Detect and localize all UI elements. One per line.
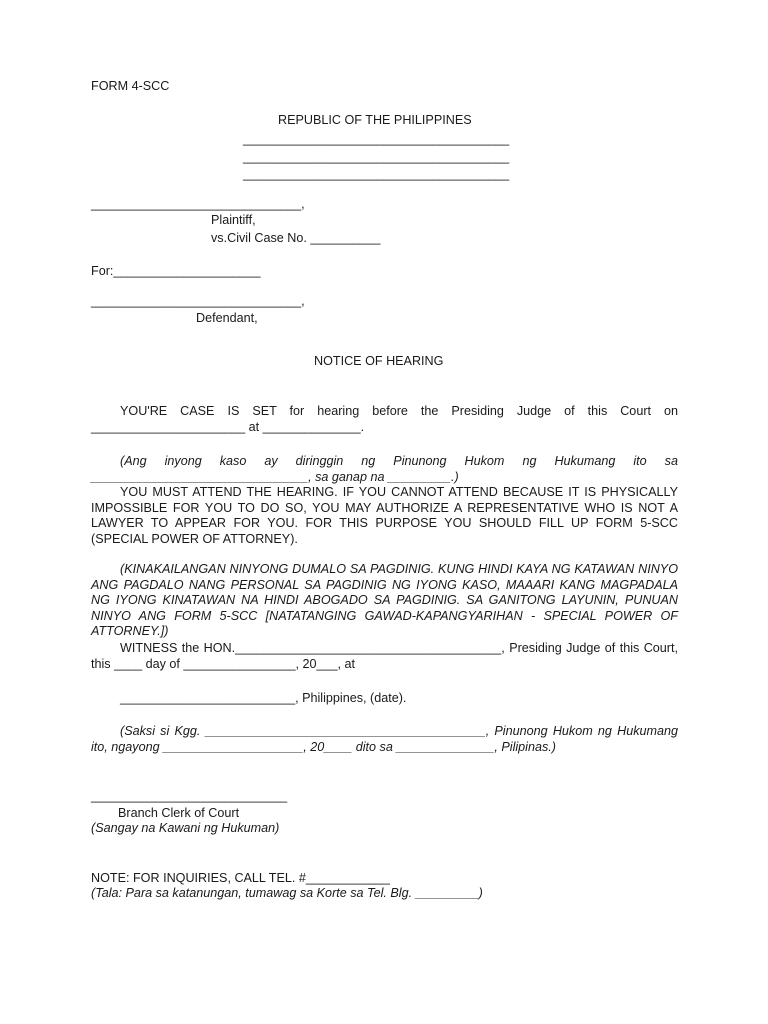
plaintiff-label: Plaintiff,	[211, 213, 256, 227]
attendance-paragraph-tl-text: (KINAKAILANGAN NINYONG DUMALO SA PAGDINIG. KUNG HINDI KAYA NG KATAWAN NINYO ANG PAGDALO NANG PERSONAL SA PAGDINIG NG IYONG KASO, MAAARI KANG MAGPADALA NG IYONG KINATAWAN NA HINDI ABOGADO SA PAGDINIG. SA GANITONG LAYUNIN, PUNUAN NINYO ANG FORM 5-SCC [NATATANGING GAWAD-KAPANGYARIHAN - SPECIAL POWER OF ATTORNEY.])	[91, 562, 678, 638]
place-date-line: _________________________, Philippines, (date).	[120, 691, 407, 705]
defendant-label: Defendant,	[196, 311, 258, 325]
court-blank-line-2: ______________________________________	[243, 150, 510, 164]
hearing-schedule-line-1: YOU'RE CASE IS SET for hearing before the Presiding Judge of this Court on	[120, 404, 678, 418]
form-code: FORM 4-SCC	[91, 79, 170, 93]
witness-paragraph-tl	[91, 724, 678, 755]
court-blank-line-1: ______________________________________	[243, 132, 510, 146]
plaintiff-blank-line: ______________________________,	[91, 197, 305, 211]
civil-case-number: vs.Civil Case No. __________	[211, 231, 381, 245]
attendance-paragraph	[91, 485, 678, 547]
inquiry-note: NOTE: FOR INQUIRIES, CALL TEL. #____________	[91, 871, 390, 885]
branch-clerk-label: Branch Clerk of Court	[118, 806, 240, 820]
hearing-schedule-tl-line-2: _______________________________, sa ganap na _________.)	[91, 470, 459, 484]
defendant-blank-line: ______________________________,	[91, 294, 305, 308]
inquiry-note-tl: (Tala: Para sa katanungan, tumawag sa Korte sa Tel. Blg. _________)	[91, 886, 483, 900]
branch-clerk-label-tl: (Sangay na Kawani ng Hukuman)	[91, 821, 280, 835]
witness-paragraph-tl-text: (Saksi si Kgg. ________________________________________, Pinunong Hukom ng Hukumang ito, ngayong ____________________, 20____ dito sa ______________, Pilipinas.)	[91, 724, 678, 754]
for-line: For:_____________________	[91, 264, 261, 278]
attendance-paragraph-tl	[91, 562, 678, 640]
signature-line: ____________________________	[91, 789, 288, 803]
court-blank-line-3: ______________________________________	[243, 167, 510, 181]
attendance-paragraph-text: YOU MUST ATTEND THE HEARING. IF YOU CANNOT ATTEND BECAUSE IT IS PHYSICALLY IMPOSSIBLE FOR YOU TO DO SO, YOU MAY AUTHORIZE A REPRESENTATIVE WHO IS NOT A LAWYER TO APPEAR FOR YOU. FOR THIS PURPOSE YOU SHOULD FILL UP FORM 5-SCC (SPECIAL POWER OF ATTORNEY).	[91, 485, 678, 546]
republic-heading: REPUBLIC OF THE PHILIPPINES	[278, 113, 472, 127]
hearing-schedule-tl-line-1: (Ang inyong kaso ay diringgin ng Pinunong Hukom ng Hukumang ito sa	[120, 454, 678, 468]
witness-paragraph-text: WITNESS the HON.______________________________________, Presiding Judge of this Court, this ____ day of ________________, 20___, at	[91, 641, 678, 671]
document-title: NOTICE OF HEARING	[314, 354, 444, 368]
hearing-schedule-line-2: ______________________ at ______________.	[91, 420, 365, 434]
witness-paragraph	[91, 641, 678, 672]
